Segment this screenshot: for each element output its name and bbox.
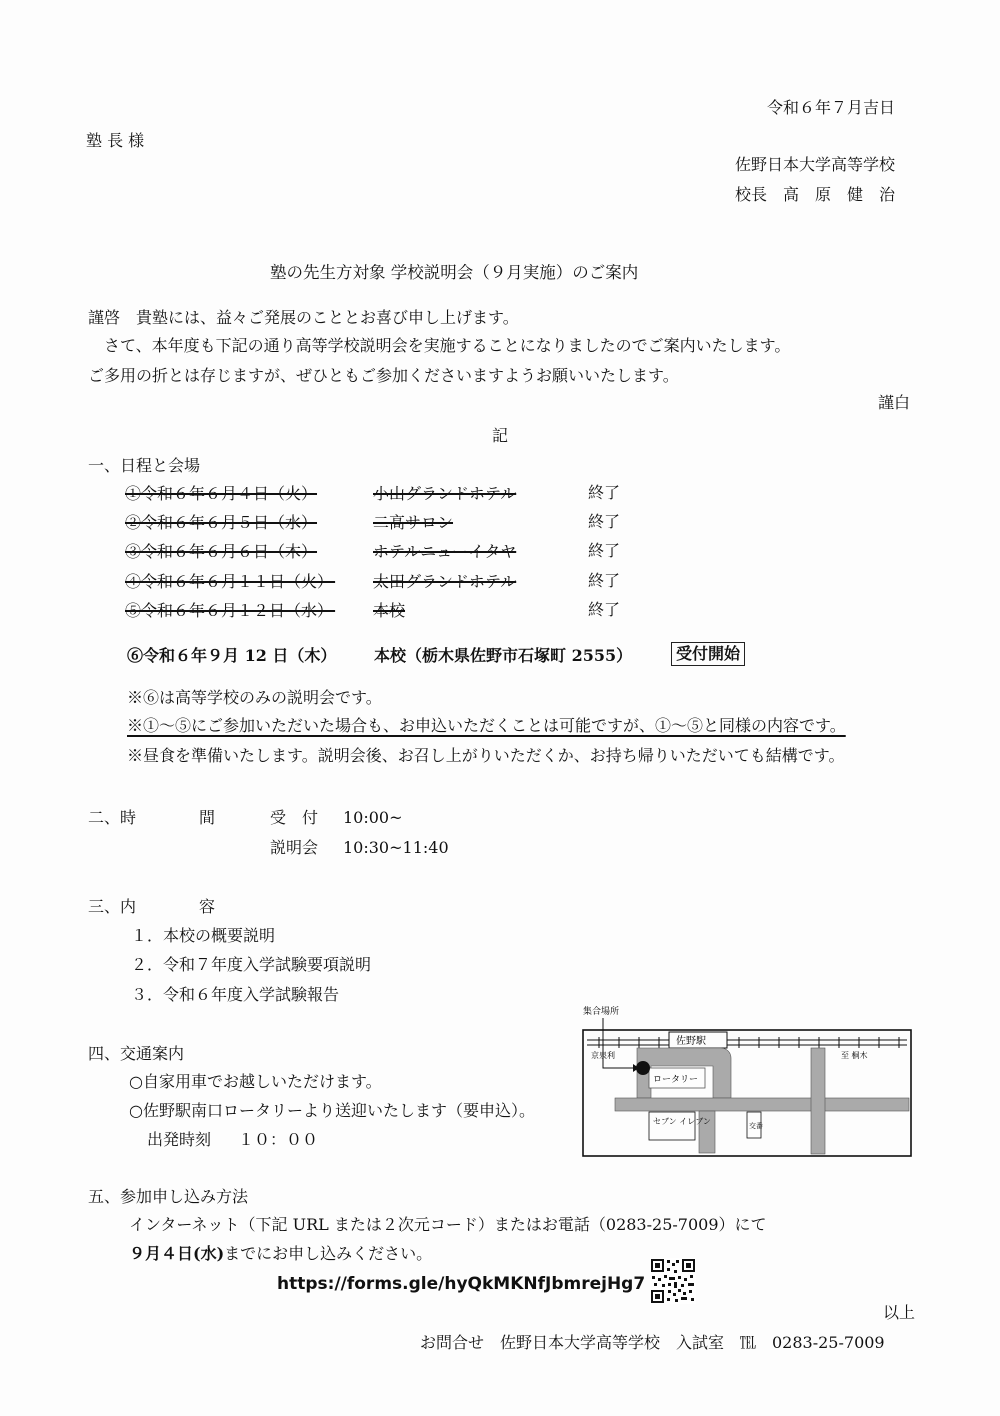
past-session-date: ②令和６年６月５日（水） [125, 513, 318, 532]
content-item: ３．令和６年度入学試験報告 [131, 985, 340, 1004]
past-session-date: ①令和６年６月４日（火） [125, 484, 318, 503]
section3-heading-a: 三、内 [88, 897, 137, 916]
railway-line [587, 1037, 907, 1048]
past-session-venue: 二高サロン [373, 513, 454, 532]
meeting-point-label: 集合場所 [583, 1007, 620, 1017]
past-session-status: 終了 [588, 600, 621, 619]
greeting-line-2: さて、本年度も下記の通り高等学校説明会を実施することになりましたのでご案内いたします。 [104, 336, 791, 355]
past-session-date: ③令和６年６月６日（木） [125, 542, 318, 561]
session-label: 説明会 [270, 838, 319, 857]
note-3: ※昼食を準備いたします。説明会後、お召し上がりいただくか、お持ち帰りいただいても結構です。 [127, 746, 845, 765]
section3-heading-b: 容 [199, 897, 216, 916]
past-session-date: ④令和６年６月１１日（火） [125, 572, 334, 591]
past-session-venue: 本校 [373, 601, 406, 620]
application-url[interactable]: https://forms.gle/hyQkMKNfJbmrejHg7 [277, 1274, 646, 1294]
past-session-status: 終了 [588, 483, 621, 502]
greeting-line-3: ご多用の折とは存じますが、ぜひともご参加くださいますようお願いいたします。 [88, 366, 679, 385]
past-session-venue: 小山グランドホテル [373, 484, 517, 503]
deadline-date: ９月４日(水) [129, 1244, 225, 1263]
reception-label: 受 付 [270, 808, 319, 827]
reception-open-badge: 受付開始 [671, 642, 745, 666]
section2-heading-a: 二、時 [88, 808, 137, 827]
date: 令和６年７月吉日 [767, 98, 896, 117]
station-label: 佐野駅 [676, 1036, 706, 1047]
departure-time: １０：００ [238, 1130, 319, 1149]
ijo-closing: 以上 [883, 1303, 916, 1322]
note-2: ※①～⑤にご参加いただいた場合も、お申込いただくことは可能ですが、①～⑤と同様の内容です。 [127, 716, 846, 735]
past-session-status: 終了 [588, 512, 621, 531]
note-1: ※⑥は高等学校のみの説明会です。 [127, 688, 382, 707]
rotary-label: ロータリー [653, 1075, 699, 1085]
section2-heading-b: 間 [199, 808, 216, 827]
deadline-text: までにお申し込みください。 [224, 1244, 433, 1263]
page-title: 塾の先生方対象 学校説明会（９月実施）のご案内 [270, 263, 639, 282]
police-label: 交番 [749, 1122, 763, 1130]
past-session-venue: ホテルニューイタヤ [373, 542, 517, 561]
section1-heading: 一、日程と会場 [88, 456, 201, 475]
access-map [579, 1004, 913, 1159]
shuttle-access: ○佐野駅南口ロータリーより送迎いたします（要申込）。 [129, 1101, 535, 1120]
content-item: ２．令和７年度入学試験要項説明 [131, 955, 372, 974]
left-area-label: 京泉利 [591, 1051, 615, 1060]
school-name: 佐野日本大学高等学校 [735, 155, 896, 174]
current-session-venue: 本校（栃木県佐野市石塚町 2555） [374, 646, 633, 665]
ki-heading: 記 [492, 426, 509, 445]
greeting-line-1: 謹啓 貴塾には、益々ご発展のこととお喜び申し上げます。 [88, 308, 519, 327]
contact-info: お問合せ 佐野日本大学高等学校 入試室 ℡ 0283-25-7009 [420, 1333, 885, 1352]
meeting-arrow [603, 1018, 633, 1068]
deadline-line [129, 1246, 432, 1262]
departure-label: 出発時刻 [147, 1130, 212, 1149]
past-session-venue: 太田グランドホテル [373, 572, 517, 591]
car-access: ○自家用車でお越しいただけます。 [129, 1072, 382, 1091]
content-item: １．本校の概要説明 [131, 926, 276, 945]
current-session-date: ⑥令和６年９月 12 日（木） [127, 646, 337, 665]
closing-word: 謹白 [878, 393, 911, 412]
past-session-status: 終了 [588, 571, 621, 590]
right-area-label: 至 桐木 [841, 1051, 868, 1060]
seven-eleven-label: セブン イレブン [653, 1117, 711, 1126]
session-time: 10:30~11:40 [343, 838, 449, 857]
principal-name: 校長 高 原 健 治 [735, 185, 896, 204]
past-session-status: 終了 [588, 541, 621, 560]
application-method: インターネット（下記 URL または２次元コード）またはお電話（0283-25-7009）にて [129, 1215, 767, 1234]
addressee: 塾 長 様 [86, 131, 145, 150]
section4-heading: 四、交通案内 [88, 1044, 185, 1063]
section5-heading: 五、参加申し込み方法 [88, 1187, 249, 1206]
reception-time: 10:00~ [343, 808, 403, 827]
qr-code[interactable] [650, 1258, 696, 1304]
past-session-date: ⑤令和６年６月１２日（水） [125, 601, 334, 620]
